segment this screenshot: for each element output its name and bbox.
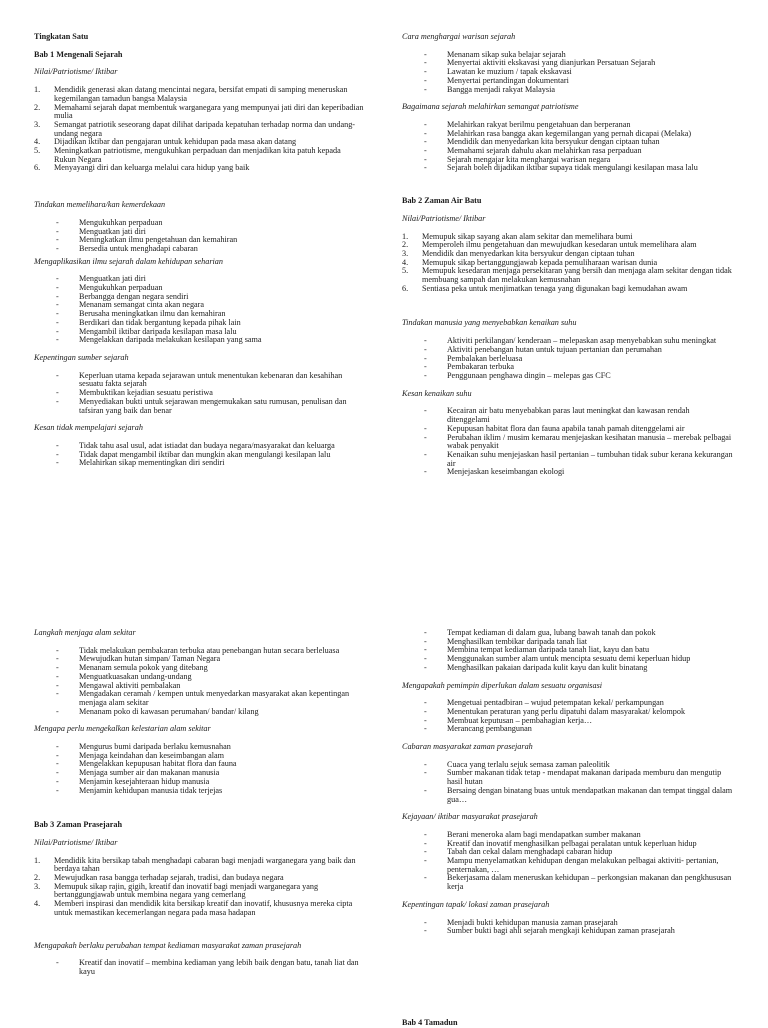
list-item: 5. Meningkatkan patriotisme, mengukuhkan perpaduan dan menjadikan kita patuh kepada Rukun Negara	[34, 146, 341, 164]
list-item: - Tidak melakukan pembakaran terbuka atau penebangan hutan secara berleluasa	[34, 647, 364, 656]
list-item: - Menjamin kesejahteraan hidup manusia	[34, 778, 364, 787]
list-item: - Membuktikan kejadian sesuatu peristiwa	[34, 389, 364, 398]
list-item: - Mengawal aktiviti pembalakan	[34, 682, 364, 691]
list-item: - Perubahan iklim / musim kemarau menjejaskan kesihatan manusia – merebak pelbagai wabak penyakit	[402, 434, 734, 451]
bullet-list	[402, 51, 734, 95]
list-item: - Membina tempat kediaman daripada tanah liat, kayu dan batu	[402, 646, 734, 655]
list-item: - Sejarah boleh dijadikan iktibar supaya tidak mengulangi kesilapan masa lalu	[402, 164, 734, 173]
list-item: - Pembakaran terbuka	[402, 363, 734, 372]
bullet-list	[402, 761, 734, 805]
section-heading: Kesan tidak mempelajari sejarah	[34, 423, 143, 433]
list-item: 3. Memupuk sikap rajin, gigih, kreatif dan inovatif bagi menjadi warganegara yang bertanggungjawab untuk membina negara yang cemerlang	[34, 881, 319, 900]
list-item: 3. Semangat patriotik seseorang dapat dilihat daripada kepatuhan terhadap norma dan undang-undang negara	[34, 119, 356, 138]
list-item: - Mengukuhkan perpaduan	[34, 284, 364, 293]
list-item: - Menghasilkan pakaian daripada kulit kayu dan kulit binatang	[402, 664, 734, 673]
bullet-list	[34, 372, 364, 416]
list-item: - Memahami sejarah dahulu akan melahirkan rasa perpaduan	[402, 147, 734, 156]
list-item: 2. Memperoleh ilmu pengetahuan dan mewujudkan kesedaran untuk memelihara alam	[402, 240, 697, 250]
list-item: 3. Mendidik dan menyedarkan kita bersyukur dengan ciptaan tuhan	[402, 248, 635, 258]
list-item: 4. Memupuk sikap bertanggungjawab kepada pemuliharaan warisan dunia	[402, 257, 658, 267]
bullet-list	[402, 121, 734, 173]
list-item: - Mengukuhkan perpaduan	[34, 219, 364, 228]
list-item: - Melahirkan rasa bangga akan kegemilangan yang pernah dicapai (Melaka)	[402, 130, 734, 139]
list-item: - Sumber makanan tidak tetap - mendapat makanan daripada memburu dan mengutip hasil hutan	[402, 769, 734, 786]
list-item: - Mengelakkan daripada melakukan kesilapan yang sama	[34, 336, 364, 345]
numbered-list	[34, 86, 364, 173]
list-item: - Menentukan peraturan yang perlu dipatuhi dalam masyarakat/ kelompok	[402, 708, 734, 717]
bullet-list	[402, 919, 734, 936]
list-item: - Menyediakan bukti untuk sejarawan mengemukakan satu rumusan, penulisan dan tafsiran yang baik dan benar	[34, 398, 364, 415]
list-item: - Menguatkuasakan undang-undang	[34, 673, 364, 682]
list-item: - Berbangga dengan negara sendiri	[34, 293, 364, 302]
list-item: - Menghasilkan tembikar daripada tanah liat	[402, 638, 734, 647]
bullet-list	[34, 743, 364, 795]
list-item: - Lawatan ke muzium / tapak ekskavasi	[402, 68, 734, 77]
list-item: - Menjaga keindahan dan keseimbangan alam	[34, 752, 364, 761]
top-right-column	[402, 33, 734, 477]
list-item: - Menjadi bukti kehidupan manusia zaman prasejarah	[402, 919, 734, 928]
list-item: 6. Sentiasa peka untuk menjimatkan tenaga yang digunakan bagi kemudahan awam	[402, 283, 688, 293]
section-heading: Bagaimana sejarah melahirkan semangat patriotisme	[402, 102, 579, 112]
list-item: - Tabah dan cekal dalam menghadapi cabaran hidup	[402, 848, 734, 857]
list-item: - Berusaha meningkatkan ilmu dan kemahiran	[34, 310, 364, 319]
section-heading: Mengapa perlu mengekalkan kelestarian alam sekitar	[34, 724, 211, 734]
list-item: - Tempat kediaman di dalam gua, lubang bawah tanah dan pokok	[402, 629, 734, 638]
list-item: - Menyertai aktiviti ekskavasi yang dianjurkan Persatuan Sejarah	[402, 59, 734, 68]
list-item: 5. Memupuk kesedaran menjaga persekitaran yang bersih dan menjaga alam sekitar dengan tidak membuang sampah dan melakukan kemusnahan	[402, 266, 732, 285]
bullet-list	[402, 699, 734, 734]
bottom-right-column	[402, 629, 734, 936]
list-item: - Menguatkan jati diri	[34, 275, 364, 284]
section-heading: Kepentingan tapak/ lokasi zaman prasejarah	[402, 899, 550, 909]
list-item: - Mengadakan ceramah / kempen untuk menyedarkan masyarakat akan kepentingan menjaga alam sekitar	[34, 690, 364, 707]
list-item: - Menyertai pertandingan dokumentari	[402, 77, 734, 86]
list-item: - Menanam sikap suka belajar sejarah	[402, 51, 734, 60]
list-item: - Kepupusan habitat flora dan fauna apabila tanah pamah ditenggelami air	[402, 425, 734, 434]
list-item: - Berdikari dan tidak bergantung kepada pihak lain	[34, 319, 364, 328]
list-item: - Berani meneroka alam bagi mendapatkan sumber makanan	[402, 831, 734, 840]
list-item: - Menanam poko di kawasan perumahan/ bandar/ kilang	[34, 708, 364, 717]
chapter-heading: Bab 3 Zaman Prasejarah	[34, 820, 123, 830]
section-heading: Mengapakah pemimpin diperlukan dalam sesuatu organisasi	[402, 680, 603, 690]
bullet-list	[34, 442, 364, 468]
list-item: - Aktiviti penebangan hutan untuk tujuan pertanian dan perumahan	[402, 346, 734, 355]
list-item: 2. Mewujudkan rasa bangga terhadap sejarah, tradisi, dan budaya negara	[34, 873, 284, 883]
list-item: - Kreatif dan inovatif – membina kediaman yang lebih baik dengan batu, tanah liat dan kayu	[34, 959, 364, 976]
list-item: - Bekerjasama dalam meneruskan kehidupan – perkongsian makanan dan pengkhususan kerja	[402, 874, 734, 891]
list-item: - Kecairan air batu menyebabkan paras laut meningkat dan kawasan rendah ditenggelami	[402, 407, 734, 424]
list-item: - Meningkatkan ilmu pengetahuan dan kemahiran	[34, 236, 364, 245]
page-heading: Tingkatan Satu	[34, 32, 89, 41]
section-heading: Nilai/Patriotisme/ Iktibar	[402, 213, 486, 223]
list-item: 4. Memberi inspirasi dan mendidik kita bersikap kreatif dan inovatif, khususnya mereka cipta untuk memastikan kecemerlangan negara pada masa hadapan	[34, 899, 353, 917]
bottom-left-column	[34, 629, 364, 977]
bullet-list	[402, 337, 734, 381]
list-item: - Sumber bukti bagi ahli sejarah mengkaji kehidupan zaman prasejarah	[402, 927, 734, 936]
bullet-list	[402, 629, 734, 673]
list-item: - Mewujudkan hutan simpan/ Taman Negara	[34, 655, 364, 664]
section-heading: Nilai/Patriotisme/ Iktibar	[34, 67, 118, 77]
list-item: - Mengelakkan kepupusan habitat flora dan fauna	[34, 760, 364, 769]
section-heading: Cabaran masyarakat zaman prasejarah	[402, 742, 533, 752]
bullet-list	[34, 647, 364, 717]
section-heading: Mengaplikasikan ilmu sejarah dalam kehidupan seharian	[34, 256, 223, 266]
list-item: 1. Mendidik kita bersikap tabah menghadapi cabaran bagi menjadi warganegara yang baik dan berdaya tahan	[34, 855, 356, 874]
bullet-list	[402, 831, 734, 892]
section-heading: Mengapakah berlaku perubahan tempat kediaman masyarakat zaman prasejarah	[34, 940, 302, 950]
list-item: - Cuaca yang terlalu sejuk semasa zaman paleolitik	[402, 761, 734, 770]
section-heading: Kejayaan/ iktibar masyarakat prasejarah	[402, 812, 538, 822]
list-item: - Tidak dapat mengambil iktibar dan mungkin akan mengulangi kesilapan lalu	[34, 451, 364, 460]
list-item: - Kenaikan suhu menjejaskan hasil pertanian – tumbuhan tidak subur kerana kekurangan air	[402, 451, 734, 468]
list-item: 6. Menyayangi diri dan keluarga melalui cara hidup yang baik	[34, 163, 250, 173]
list-item: 1. Mendidik generasi akan datang mencintai negara, bersifat empati di samping meneruskan kegemilangan tamadun bangsa Malaysia	[34, 85, 348, 103]
list-item: - Membuat keputusan – pembahagian kerja…	[402, 717, 734, 726]
bullet-list	[34, 219, 364, 254]
list-item: - Menjaga sumber air dan makanan manusia	[34, 769, 364, 778]
section-heading: Langkah menjaga alam sekitar	[34, 628, 136, 637]
numbered-list	[402, 233, 734, 294]
list-item: - Kreatif dan inovatif menghasilkan pelbagai peralatan untuk keperluan hidup	[402, 840, 734, 849]
numbered-list	[34, 857, 364, 918]
list-item: - Pembalakan berleluasa	[402, 355, 734, 364]
list-item: 1. Memupuk sikap sayang akan alam sekitar dan memelihara bumi	[402, 231, 633, 241]
list-item: - Menguatkan jati diri	[34, 228, 364, 237]
list-item: - Menjamin kehidupan manusia tidak terjejas	[34, 787, 364, 796]
list-item: - Menanam semangat cinta akan negara	[34, 301, 364, 310]
bullet-list	[34, 959, 364, 976]
list-item: - Menggunakan sumber alam untuk mencipta sesuatu demi keperluan hidup	[402, 655, 734, 664]
chapter-heading: Bab 1 Mengenali Sejarah	[34, 49, 123, 59]
chapter-heading: Bab 2 Zaman Air Batu	[402, 196, 482, 206]
list-item: - Merancang pembangunan	[402, 725, 734, 734]
list-item: 2. Memahami sejarah dapat membentuk warganegara yang mempunyai jati diri dan keperibadian mulia	[34, 102, 364, 121]
list-item: - Tidak tahu asal usul, adat istiadat dan budaya negara/masyarakat dan keluarga	[34, 442, 364, 451]
list-item: - Menanam semula pokok yang ditebang	[34, 664, 364, 673]
bullet-list	[34, 275, 364, 345]
list-item: - Menjejaskan keseimbangan ekologi	[402, 468, 734, 477]
section-heading: Tindakan manusia yang menyebabkan kenaikan suhu	[402, 318, 577, 328]
list-item: - Melahirkan sikap mementingkan diri sendiri	[34, 459, 364, 468]
list-item: - Bersedia untuk menghadapi cabaran	[34, 245, 364, 254]
list-item: - Mengambil iktibar daripada kesilapan masa lalu	[34, 328, 364, 337]
section-heading: Tindakan memelihara/kan kemerdekaan	[34, 200, 166, 210]
list-item: - Sejarah mengajar kita menghargai warisan negara	[402, 156, 734, 165]
list-item: - Mengurus bumi daripada berlaku kemusnahan	[34, 743, 364, 752]
list-item: - Aktiviti perkilangan/ kenderaan – melepaskan asap menyebabkan suhu meningkat	[402, 337, 734, 346]
section-heading: Kesan kenaikan suhu	[402, 388, 472, 398]
list-item: - Melahirkan rakyat berilmu pengetahuan dan berperanan	[402, 121, 734, 130]
list-item: - Mendidik dan menyedarkan kita bersyukur dengan ciptaan tuhan	[402, 138, 734, 147]
section-heading: Kepentingan sumber sejarah	[34, 352, 129, 362]
top-left-column	[34, 33, 364, 468]
section-heading: Cara menghargai warisan sejarah	[402, 32, 516, 41]
section-heading: Nilai/Patriotisme/ Iktibar	[34, 837, 118, 847]
list-item: 4. Dijadikan iktibar dan pengajaran untuk kehidupan pada masa akan datang	[34, 137, 297, 147]
list-item: - Keperluan utama kepada sejarawan untuk menentukan kebenaran dan kesahihan sesuatu fakta sejarah	[34, 372, 364, 389]
list-item: - Bersaing dengan binatang buas untuk mendapatkan makanan dan tempat tinggal dalam gua…	[402, 787, 734, 804]
list-item: - Mampu menyelamatkan kehidupan dengan melakukan pelbagai aktiviti- pertanian, penternakan, …	[402, 857, 734, 874]
list-item: - Bangga menjadi rakyat Malaysia	[402, 86, 734, 95]
list-item: - Penggunaan penghawa dingin – melepas gas CFC	[402, 372, 734, 381]
chapter-heading: Bab 4 Tamadun	[402, 1018, 458, 1027]
bullet-list	[402, 407, 734, 477]
list-item: - Mengetuai pentadbiran – wujud petempatan kekal/ perkampungan	[402, 699, 734, 708]
